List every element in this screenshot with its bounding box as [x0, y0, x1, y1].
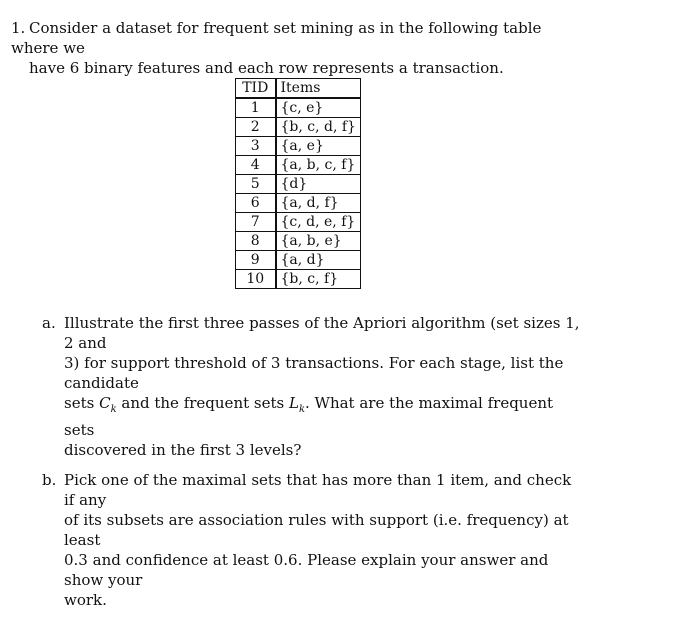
table-row	[236, 156, 361, 175]
table-header-row	[236, 79, 361, 99]
sub-questions	[42, 313, 582, 620]
table-row	[236, 118, 361, 137]
items-cell: {a, d}	[276, 251, 361, 270]
frequent-subscript: k	[298, 404, 305, 415]
items-cell: {b, c, f}	[276, 270, 361, 289]
items-cell: {a, d, f}	[276, 194, 361, 213]
table-row	[236, 251, 361, 270]
items-cell: {b, c, d, f}	[276, 118, 361, 137]
table-row	[236, 232, 361, 251]
part-a-line-2: 3) for support threshold of 3 transactions. For each stage, list the candidate	[64, 354, 564, 392]
items-cell: {a, b, c, f}	[276, 156, 361, 175]
part-a-line-3	[64, 393, 582, 440]
part-b-text	[64, 470, 582, 610]
part-b-label: b.	[42, 471, 57, 489]
part-b-line-1: Pick one of the maximal sets that has more than 1 item, and check if any	[64, 471, 572, 509]
tid-cell: 1	[236, 98, 276, 118]
part-a-line-4: discovered in the first 3 levels?	[64, 441, 302, 459]
items-cell: {a, b, e}	[276, 232, 361, 251]
items-cell: {a, e}	[276, 137, 361, 156]
candidate-subscript: k	[110, 404, 117, 415]
items-cell: {c, e}	[276, 98, 361, 118]
header-tid: TID	[236, 79, 276, 99]
tid-cell: 5	[236, 175, 276, 194]
table-row	[236, 270, 361, 289]
transaction-table	[235, 78, 361, 289]
table-row	[236, 175, 361, 194]
transaction-table-wrapper	[235, 78, 361, 289]
tid-cell: 3	[236, 137, 276, 156]
tid-cell: 9	[236, 251, 276, 270]
part-a-line-3-mid: and the frequent sets	[116, 394, 289, 412]
header-items: Items	[276, 79, 361, 99]
tid-cell: 6	[236, 194, 276, 213]
question-number: 1.	[11, 19, 26, 37]
tid-cell: 8	[236, 232, 276, 251]
part-a-line-1: Illustrate the first three passes of the Apriori algorithm (set sizes 1, 2 and	[64, 314, 580, 352]
part-b-line-3: 0.3 and confidence at least 0.6. Please explain your answer and show your	[64, 551, 549, 589]
part-b-line-2: of its subsets are association rules with support (i.e. frequency) at least	[64, 511, 569, 549]
items-cell: {c, d, e, f}	[276, 213, 361, 232]
table-row	[236, 194, 361, 213]
table-row	[236, 137, 361, 156]
tid-cell: 7	[236, 213, 276, 232]
table-row	[236, 213, 361, 232]
frequent-set-symbol: L	[288, 394, 299, 412]
tid-cell: 4	[236, 156, 276, 175]
part-a-label: a.	[42, 314, 56, 332]
candidate-set-symbol: C	[99, 394, 111, 412]
question-line-2: have 6 binary features and each row represents a transaction.	[29, 59, 504, 77]
problem-1	[11, 18, 581, 78]
part-a-text	[64, 313, 582, 460]
part-a	[42, 313, 582, 460]
part-a-line-3-post: . What are the maximal frequent sets	[64, 394, 554, 439]
table-row	[236, 98, 361, 118]
question-text-1: Consider a dataset for frequent set mining as in the following table where we	[11, 19, 542, 57]
items-cell: {d}	[276, 175, 361, 194]
tid-cell: 10	[236, 270, 276, 289]
part-b	[42, 470, 582, 610]
part-a-line-3-pre: sets	[64, 394, 100, 412]
part-b-line-4: work.	[64, 591, 107, 609]
question-line-1	[11, 18, 581, 58]
tid-cell: 2	[236, 118, 276, 137]
